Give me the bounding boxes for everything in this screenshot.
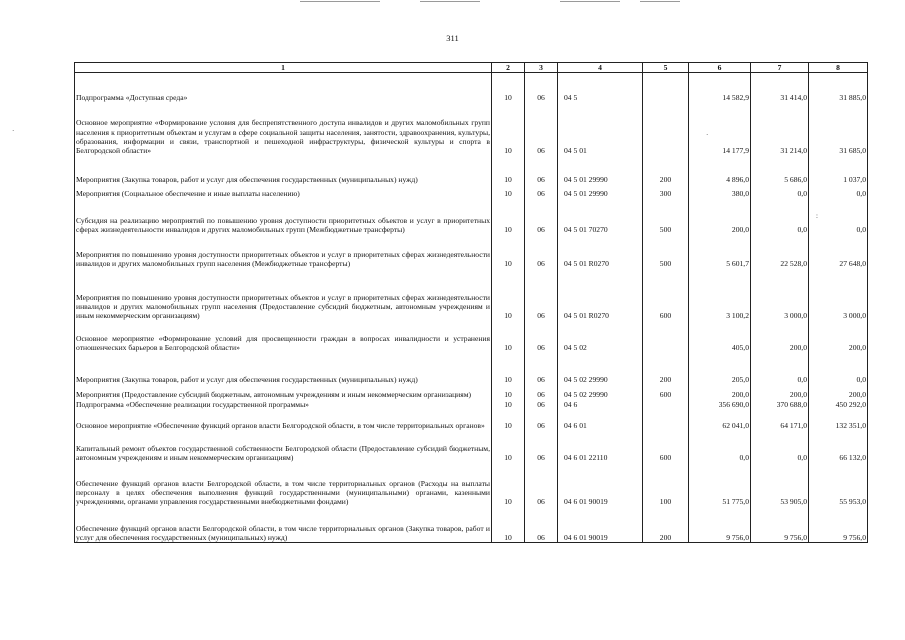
row-value-cell: 06 bbox=[525, 73, 558, 103]
table-row bbox=[75, 462, 868, 506]
row-value-cell: 04 5 01 70270 bbox=[558, 198, 643, 234]
table-row bbox=[75, 320, 868, 352]
row-name-cell: Основное мероприятие «Формирование условия для беспрепятственного доступа инвалидов и других маломобильных групп населения к приоритетным объектам и услугам в сфере социальной защиты населения, занятости, здравоохранения, культуры, образования, информации и связи, транспортной и пешеходной инфраструктуры, физической культуры и спорта в Белгородской области» bbox=[75, 102, 492, 155]
row-value-cell: 04 5 bbox=[558, 73, 643, 103]
row-value-cell: 600 bbox=[643, 268, 689, 320]
header-cell: 8 bbox=[809, 63, 868, 73]
row-value-cell: 200 bbox=[643, 352, 689, 384]
row-value-cell: 10 bbox=[492, 234, 525, 268]
scan-line bbox=[640, 1, 680, 2]
row-name-cell: Подпрограмма «Обеспечение реализации государственной программы» bbox=[75, 399, 492, 409]
row-value-cell: 04 6 bbox=[558, 399, 643, 409]
table-row bbox=[75, 352, 868, 384]
row-name-cell: Обеспечение функций органов власти Белгородской области, в том числе территориальных органов (Закупка товаров, работ и услуг для обеспечения государственных (муниципальных) нужд) bbox=[75, 506, 492, 543]
row-value-cell: 31 414,0 bbox=[751, 73, 809, 103]
table-row bbox=[75, 198, 868, 234]
scan-line bbox=[560, 1, 620, 2]
row-value-cell: 200 bbox=[643, 506, 689, 543]
row-value-cell: 0,0 bbox=[809, 198, 868, 234]
page-number: 311 bbox=[446, 33, 459, 43]
row-name-cell: Основное мероприятие «Обеспечение функций органов власти Белгородской области, в том числе территориальных органов» bbox=[75, 409, 492, 430]
table-row bbox=[75, 73, 868, 103]
row-value-cell: 04 6 01 90019 bbox=[558, 506, 643, 543]
row-value-cell: 3 000,0 bbox=[751, 268, 809, 320]
header-cell: 7 bbox=[751, 63, 809, 73]
row-value-cell: 06 bbox=[525, 506, 558, 543]
row-value-cell: 27 648,0 bbox=[809, 234, 868, 268]
row-value-cell: 10 bbox=[492, 384, 525, 399]
row-name-cell: Мероприятия (Социальное обеспечение и иные выплаты населению) bbox=[75, 184, 492, 198]
row-value-cell: 04 5 01 29990 bbox=[558, 184, 643, 198]
header-cell: 3 bbox=[525, 63, 558, 73]
row-value-cell: 0,0 bbox=[751, 430, 809, 462]
row-value-cell: 200,0 bbox=[689, 384, 751, 399]
row-value-cell: 200,0 bbox=[751, 384, 809, 399]
scan-speck: : bbox=[816, 212, 818, 220]
row-name-cell: Подпрограмма «Доступная среда» bbox=[75, 73, 492, 103]
row-value-cell: 0,0 bbox=[751, 184, 809, 198]
scan-speck: · bbox=[12, 127, 15, 135]
row-value-cell: 205,0 bbox=[689, 352, 751, 384]
row-value-cell: 10 bbox=[492, 399, 525, 409]
row-name-cell: Обеспечение функций органов власти Белгородской области, в том числе территориальных органов (Расходы на выплаты персоналу в целях обеспечения выполнения функций государственными (муниципальными) органами, казенными учреждениями, органами управления государственными внебюджетными фондами) bbox=[75, 462, 492, 506]
row-value-cell bbox=[643, 102, 689, 155]
row-value-cell: 500 bbox=[643, 234, 689, 268]
row-value-cell: 10 bbox=[492, 409, 525, 430]
row-value-cell: 06 bbox=[525, 184, 558, 198]
row-value-cell: 0,0 bbox=[751, 198, 809, 234]
row-value-cell: 14 177,9 bbox=[689, 102, 751, 155]
table-row bbox=[75, 102, 868, 155]
row-value-cell: 9 756,0 bbox=[751, 506, 809, 543]
row-value-cell: 0,0 bbox=[809, 352, 868, 384]
row-value-cell: 04 5 01 bbox=[558, 102, 643, 155]
row-value-cell: 0,0 bbox=[809, 184, 868, 198]
row-value-cell: 06 bbox=[525, 462, 558, 506]
row-value-cell: 370 688,0 bbox=[751, 399, 809, 409]
row-value-cell: 10 bbox=[492, 506, 525, 543]
row-value-cell: 06 bbox=[525, 409, 558, 430]
row-name-cell: Мероприятия (Закупка товаров, работ и услуг для обеспечения государственных (муниципальных) нужд) bbox=[75, 352, 492, 384]
header-cell: 1 bbox=[75, 63, 492, 73]
row-value-cell: 55 953,0 bbox=[809, 462, 868, 506]
row-value-cell: 06 bbox=[525, 399, 558, 409]
row-value-cell: 04 6 01 90019 bbox=[558, 462, 643, 506]
row-value-cell: 500 bbox=[643, 198, 689, 234]
row-value-cell: 06 bbox=[525, 234, 558, 268]
row-value-cell: 10 bbox=[492, 184, 525, 198]
row-name-cell: Субсидия на реализацию мероприятий по повышению уровня доступности приоритетных объектов и услуг в приоритетных сферах жизнедеятельности инвалидов и других маломобильных групп (Межбюджетные трансферты) bbox=[75, 198, 492, 234]
header-cell: 6 bbox=[689, 63, 751, 73]
row-value-cell: 10 bbox=[492, 155, 525, 184]
row-value-cell: 3 000,0 bbox=[809, 268, 868, 320]
table-row bbox=[75, 506, 868, 543]
row-value-cell: 04 5 02 29990 bbox=[558, 352, 643, 384]
row-value-cell: 9 756,0 bbox=[809, 506, 868, 543]
row-value-cell: 4 896,0 bbox=[689, 155, 751, 184]
row-value-cell: 200,0 bbox=[689, 198, 751, 234]
row-value-cell: 10 bbox=[492, 73, 525, 103]
row-value-cell: 04 5 01 R0270 bbox=[558, 234, 643, 268]
row-value-cell: 600 bbox=[643, 384, 689, 399]
table-row bbox=[75, 268, 868, 320]
row-value-cell bbox=[643, 320, 689, 352]
table-row bbox=[75, 409, 868, 430]
row-name-cell: Капитальный ремонт объектов государственной собственности Белгородской области (Предоставление субсидий бюджетным, автономным учреждениям и иным некоммерческим организациям) bbox=[75, 430, 492, 462]
row-value-cell: 356 690,0 bbox=[689, 399, 751, 409]
row-value-cell: 04 6 01 22110 bbox=[558, 430, 643, 462]
row-value-cell: 3 100,2 bbox=[689, 268, 751, 320]
row-name-cell: Основное мероприятие «Формирование условий для просвещенности граждан в вопросах инвалидности и устранения отношенческих барьеров в Белгородской области» bbox=[75, 320, 492, 352]
row-value-cell: 31 214,0 bbox=[751, 102, 809, 155]
row-value-cell: 06 bbox=[525, 102, 558, 155]
row-value-cell: 0,0 bbox=[689, 430, 751, 462]
row-value-cell: 53 905,0 bbox=[751, 462, 809, 506]
row-name-cell: Мероприятия по повышению уровня доступности приоритетных объектов и услуг в приоритетных сферах жизнедеятельности инвалидов и других маломобильных групп населения (Предоставление субсидий бюджетным, автономным учреждениям и иным некоммерческим организациям) bbox=[75, 268, 492, 320]
header-cell: 4 bbox=[558, 63, 643, 73]
row-value-cell: 450 292,0 bbox=[809, 399, 868, 409]
row-value-cell: 31 685,0 bbox=[809, 102, 868, 155]
row-value-cell: 14 582,9 bbox=[689, 73, 751, 103]
header-cell: 2 bbox=[492, 63, 525, 73]
scan-line bbox=[420, 1, 480, 2]
budget-table bbox=[74, 62, 868, 543]
row-value-cell bbox=[643, 73, 689, 103]
row-value-cell: 10 bbox=[492, 198, 525, 234]
row-value-cell: 04 6 01 bbox=[558, 409, 643, 430]
row-value-cell: 300 bbox=[643, 184, 689, 198]
row-value-cell: 10 bbox=[492, 102, 525, 155]
row-value-cell: 132 351,0 bbox=[809, 409, 868, 430]
table-row bbox=[75, 234, 868, 268]
row-value-cell bbox=[643, 409, 689, 430]
row-value-cell: 04 5 01 R0270 bbox=[558, 268, 643, 320]
row-value-cell: 5 686,0 bbox=[751, 155, 809, 184]
row-value-cell: 380,0 bbox=[689, 184, 751, 198]
row-value-cell: 06 bbox=[525, 352, 558, 384]
table-row bbox=[75, 155, 868, 184]
row-value-cell: 5 601,7 bbox=[689, 234, 751, 268]
table-row bbox=[75, 384, 868, 399]
table-row bbox=[75, 184, 868, 198]
row-value-cell: 64 171,0 bbox=[751, 409, 809, 430]
header-row bbox=[75, 63, 868, 73]
row-name-cell: Мероприятия (Закупка товаров, работ и услуг для обеспечения государственных (муниципальных) нужд) bbox=[75, 155, 492, 184]
row-value-cell: 06 bbox=[525, 268, 558, 320]
row-value-cell: 10 bbox=[492, 268, 525, 320]
row-value-cell: 9 756,0 bbox=[689, 506, 751, 543]
row-value-cell: 200 bbox=[643, 155, 689, 184]
row-value-cell: 04 5 02 29990 bbox=[558, 384, 643, 399]
row-value-cell: 51 775,0 bbox=[689, 462, 751, 506]
row-value-cell: 62 041,0 bbox=[689, 409, 751, 430]
row-value-cell: 04 5 02 bbox=[558, 320, 643, 352]
row-value-cell: 22 528,0 bbox=[751, 234, 809, 268]
row-name-cell: Мероприятия по повышению уровня доступности приоритетных объектов и услуг в приоритетных сферах жизнедеятельности инвалидов и других маломобильных групп населения (Межбюджетные трансферты) bbox=[75, 234, 492, 268]
row-value-cell: 200,0 bbox=[809, 384, 868, 399]
row-value-cell: 06 bbox=[525, 155, 558, 184]
row-value-cell bbox=[643, 399, 689, 409]
row-name-cell: Мероприятия (Предоставление субсидий бюджетным, автономным учреждениям и иным некоммерческим организациям) bbox=[75, 384, 492, 399]
row-value-cell: 10 bbox=[492, 430, 525, 462]
row-value-cell: 405,0 bbox=[689, 320, 751, 352]
scan-speck: · bbox=[706, 131, 709, 139]
row-value-cell: 600 bbox=[643, 430, 689, 462]
table-row bbox=[75, 399, 868, 409]
row-value-cell: 04 5 01 29990 bbox=[558, 155, 643, 184]
row-value-cell: 10 bbox=[492, 462, 525, 506]
row-value-cell: 1 037,0 bbox=[809, 155, 868, 184]
row-value-cell: 200,0 bbox=[809, 320, 868, 352]
row-value-cell: 06 bbox=[525, 384, 558, 399]
row-value-cell: 10 bbox=[492, 352, 525, 384]
scan-line bbox=[300, 1, 380, 2]
row-value-cell: 06 bbox=[525, 430, 558, 462]
row-value-cell: 100 bbox=[643, 462, 689, 506]
row-value-cell: 10 bbox=[492, 320, 525, 352]
row-value-cell: 31 885,0 bbox=[809, 73, 868, 103]
row-value-cell: 06 bbox=[525, 198, 558, 234]
row-value-cell: 66 132,0 bbox=[809, 430, 868, 462]
header-cell: 5 bbox=[643, 63, 689, 73]
table-row bbox=[75, 430, 868, 462]
row-value-cell: 0,0 bbox=[751, 352, 809, 384]
row-value-cell: 06 bbox=[525, 320, 558, 352]
row-value-cell: 200,0 bbox=[751, 320, 809, 352]
